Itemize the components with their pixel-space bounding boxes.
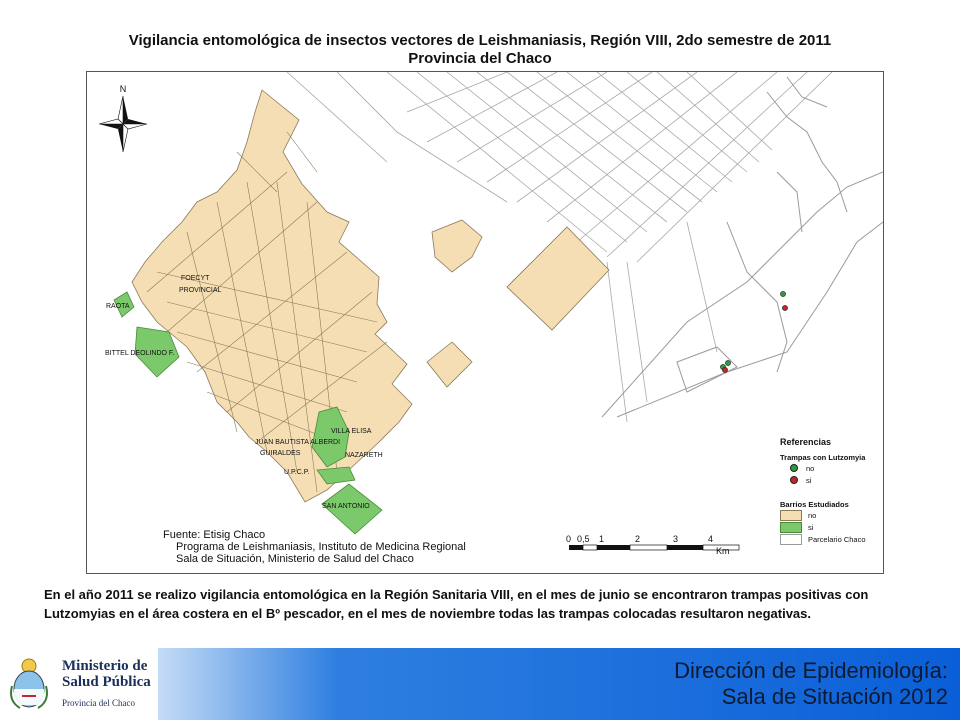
north-label: N xyxy=(119,84,127,94)
trap-no-swatch-icon xyxy=(790,464,798,472)
direction-line1: Dirección de Epidemiología: xyxy=(674,658,948,683)
label-focyt: PROVINCIAL xyxy=(179,287,222,294)
scale-bar xyxy=(569,545,739,550)
legend-trap-no-label: no xyxy=(806,463,815,473)
legend-barrios-title: Barrios Estudiados xyxy=(780,500,849,509)
coat-of-arms-icon xyxy=(8,656,50,712)
legend-barrio-si-label: si xyxy=(808,522,814,532)
label-juan-bautista: JUAN BAUTISTA ALBERDI xyxy=(255,439,341,446)
description-text: En el año 2011 se realizo vigilancia entomológica en la Región Sanitaria VIII, en el mes de junio se encontraron trampas positivas con Lutzomyias en el área costera en el Bº pescador, en el mes de noviembre todas las trampas colocadas resultaron negativas. xyxy=(44,587,869,621)
scale-tick-4: 4 xyxy=(708,534,714,544)
label-villa-elisa: VILLA ELISA xyxy=(331,428,372,435)
river-outline xyxy=(602,77,883,417)
label-san-antonio: SAN ANTONIO xyxy=(322,503,370,510)
map-canvas xyxy=(87,72,883,573)
ministry-province: Provincia del Chaco xyxy=(62,698,135,708)
legend-parcel-label: Parcelario Chaco xyxy=(808,534,866,544)
scale-tick-0: 0 xyxy=(566,534,572,544)
map-title-line1: Vigilancia entomológica de insectos vectores de Leishmaniasis, Región VIII, 2do semestre de 2011 xyxy=(128,32,832,49)
scale-tick-2: 2 xyxy=(635,534,641,544)
source-line3: Sala de Situación, Ministerio de Salud del Chaco xyxy=(176,553,414,565)
parcel-swatch-icon xyxy=(780,534,802,545)
north-arrow-icon xyxy=(99,96,147,152)
block-east-2 xyxy=(507,227,609,330)
block-east-1 xyxy=(432,220,482,272)
scale-tick-3: 3 xyxy=(673,534,679,544)
legend-parcel xyxy=(780,533,880,545)
legend-trap-no xyxy=(780,462,880,474)
legend-trap-si-label: si xyxy=(806,475,812,485)
label-raota: RAOTA xyxy=(106,303,130,310)
legend-barrio-no xyxy=(780,509,880,521)
source-line1: Fuente: Etisig Chaco xyxy=(163,529,266,541)
trap-no-2 xyxy=(725,360,730,365)
trap-si-2 xyxy=(722,367,727,372)
scale-tick-1: 1 xyxy=(599,534,605,544)
legend-traps-title: Trampas con Lutzomyia xyxy=(780,453,866,462)
ministry-logo xyxy=(0,648,158,720)
direction-title xyxy=(674,658,948,710)
legend-trap-si xyxy=(780,474,880,486)
trap-no-1 xyxy=(780,291,785,296)
ministry-name xyxy=(62,658,151,690)
barrios-no xyxy=(132,90,609,502)
barrio-no-swatch-icon xyxy=(780,510,802,521)
barrio-si-swatch-icon xyxy=(780,522,802,533)
label-nazareth: NAZARETH xyxy=(345,452,383,459)
footer-banner xyxy=(0,648,960,720)
label-guiraldes: GUIRALDES xyxy=(260,450,301,457)
scale-tick-05: 0,5 xyxy=(577,534,590,544)
direction-line2: Sala de Situación 2012 xyxy=(721,684,948,709)
ministry-line2: Salud Pública xyxy=(62,674,151,690)
legend-barrio-no-label: no xyxy=(808,510,817,520)
legend-barrio-si xyxy=(780,521,880,533)
trap-si-swatch-icon xyxy=(790,476,798,484)
block-east-3 xyxy=(427,342,472,387)
map-source xyxy=(163,529,466,565)
legend-heading: Referencias xyxy=(780,437,832,447)
map-title xyxy=(0,32,960,68)
map-title-line2: Provincia del Chaco xyxy=(408,50,552,67)
trap-si-1 xyxy=(782,305,787,310)
ministry-line1: Ministerio de xyxy=(62,658,148,674)
label-focyt-1: FOECYT xyxy=(181,275,210,282)
source-line2: Programa de Leishmaniasis, Instituto de Medicina Regional xyxy=(176,541,466,553)
label-bittel: BITTEL DEOLINDO F. xyxy=(105,350,175,357)
map-frame[interactable] xyxy=(86,71,884,574)
label-upcp: U.P.C.P. xyxy=(284,469,310,476)
scale-unit: Km xyxy=(716,546,730,556)
map-legend xyxy=(780,437,880,545)
